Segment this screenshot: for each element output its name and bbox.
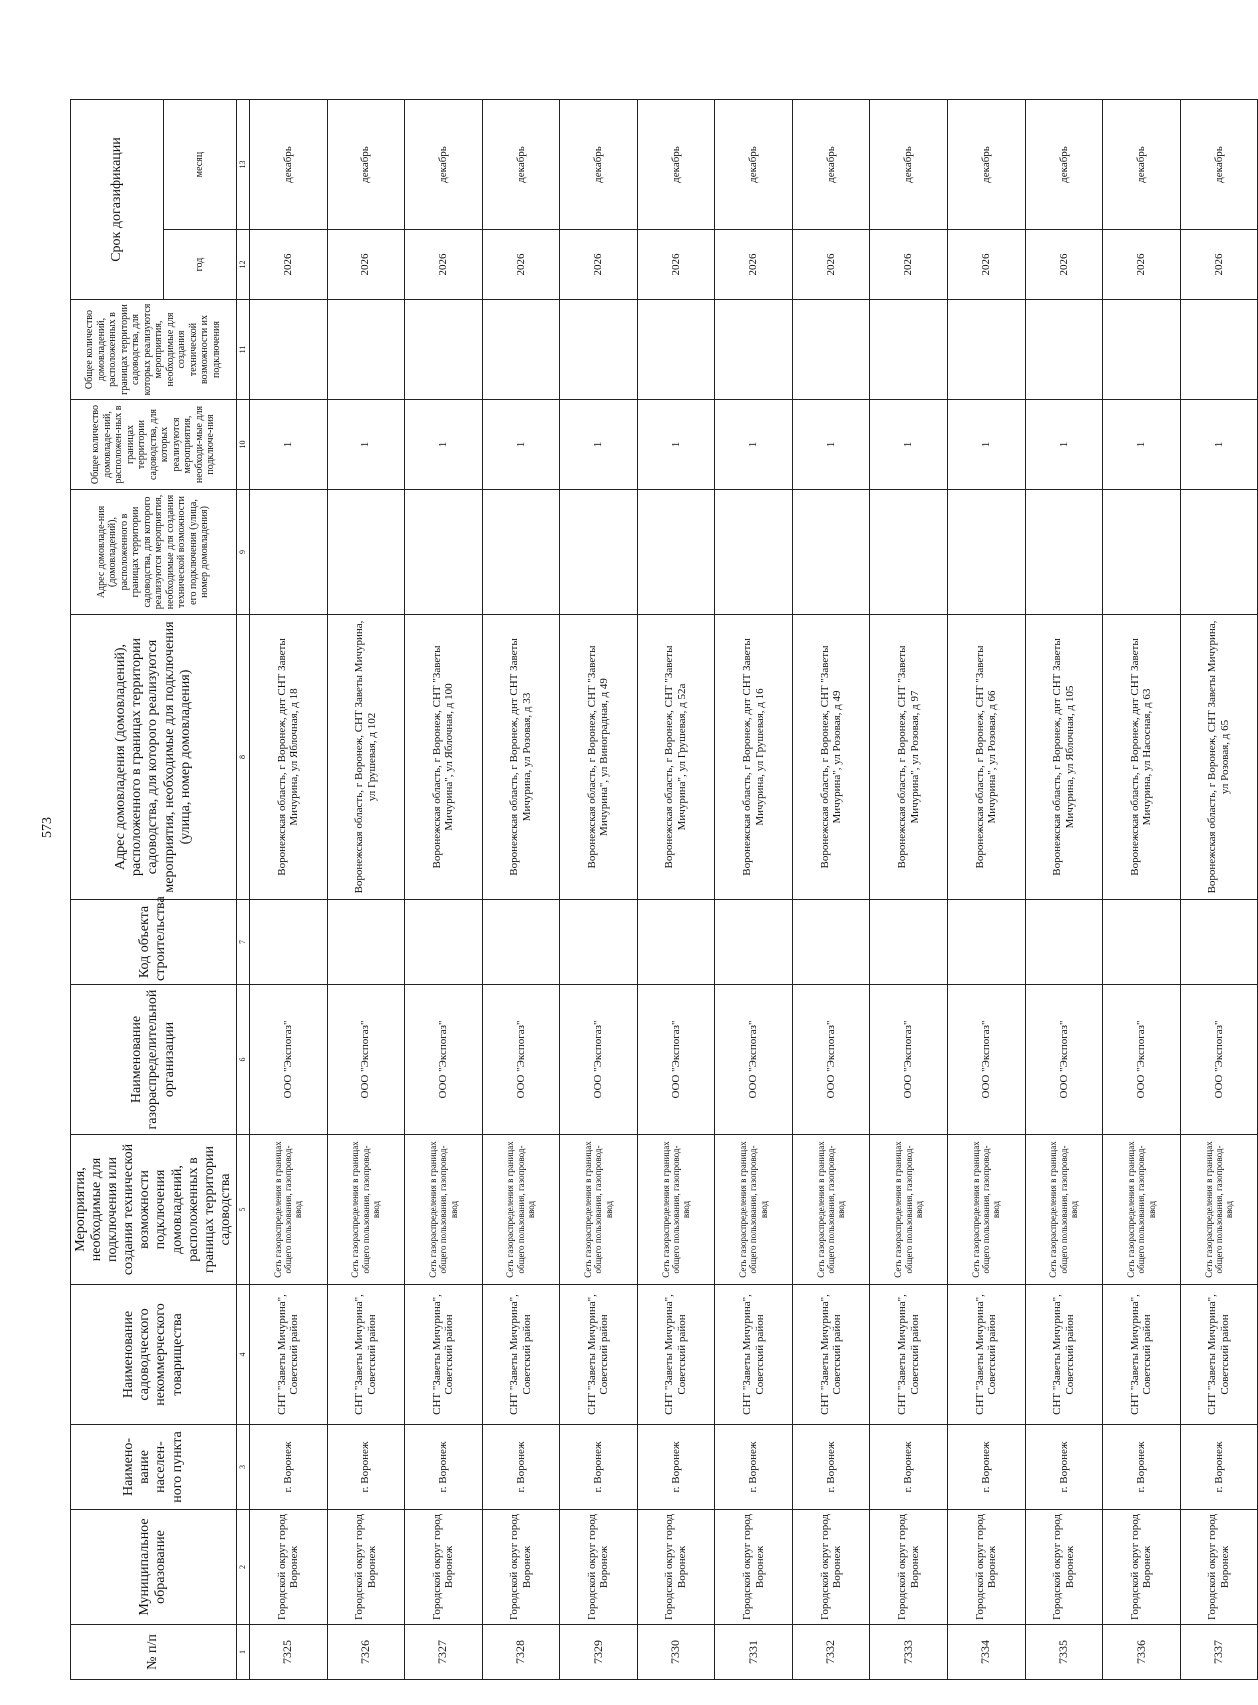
table-row: [1103, 100, 1181, 1680]
row-number: 7333: [870, 1625, 948, 1680]
tech-count-cell: [327, 300, 405, 400]
year-cell: 2026: [1025, 230, 1103, 300]
municipality-cell: Городской округ город Воронеж: [1025, 1510, 1103, 1625]
header-year: год: [164, 230, 237, 300]
header-deadline: Срок догазификации: [71, 100, 164, 300]
table-row: [870, 100, 948, 1680]
settlement-cell: г. Воронеж: [249, 1425, 327, 1510]
snt-cell: СНТ "Заветы Мичурина", Советский район: [715, 1285, 793, 1425]
count-cell: 1: [792, 400, 870, 490]
object-code-cell: [715, 900, 793, 985]
count-cell: 1: [327, 400, 405, 490]
object-code-cell: [870, 900, 948, 985]
table-row: [1025, 100, 1103, 1680]
tech-count-cell: [1025, 300, 1103, 400]
snt-cell: СНТ "Заветы Мичурина", Советский район: [1103, 1285, 1181, 1425]
tech-count-cell: [560, 300, 638, 400]
header-col-number: № п/п: [71, 1625, 237, 1680]
gas-org-cell: ООО "Экспогаз": [249, 985, 327, 1135]
tech-address-cell: [482, 490, 560, 615]
object-code-cell: [1180, 900, 1258, 985]
row-number: 7325: [249, 1625, 327, 1680]
col-number: 6: [236, 985, 249, 1135]
tech-address-cell: [792, 490, 870, 615]
measures-cell: Сеть газораспределения в границах общего пользования, газопровод-ввод: [560, 1135, 638, 1285]
tech-count-cell: [637, 300, 715, 400]
settlement-cell: г. Воронеж: [560, 1425, 638, 1510]
row-number: 7329: [560, 1625, 638, 1680]
page-number: 573: [40, 817, 55, 838]
count-cell: 1: [948, 400, 1026, 490]
col-number: 10: [236, 400, 249, 490]
year-cell: 2026: [715, 230, 793, 300]
month-cell: декабрь: [482, 100, 560, 230]
municipality-cell: Городской округ город Воронеж: [249, 1510, 327, 1625]
gasification-table: [70, 99, 1258, 1680]
col-number: 1: [236, 1625, 249, 1680]
count-cell: 1: [560, 400, 638, 490]
tech-count-cell: [1180, 300, 1258, 400]
row-number: 7336: [1103, 1625, 1181, 1680]
address-cell: Воронежская область, г Воронеж, днт СНТ Заветы Мичурина, ул Розовая, д 33: [482, 615, 560, 900]
gas-org-cell: ООО "Экспогаз": [637, 985, 715, 1135]
settlement-cell: г. Воронеж: [792, 1425, 870, 1510]
col-number: 9: [236, 490, 249, 615]
settlement-cell: г. Воронеж: [637, 1425, 715, 1510]
col-number: 12: [236, 230, 249, 300]
object-code-cell: [792, 900, 870, 985]
object-code-cell: [948, 900, 1026, 985]
gas-org-cell: ООО "Экспогаз": [327, 985, 405, 1135]
table-body: [249, 100, 1257, 1680]
address-cell: Воронежская область, г Воронеж, СНТ "Заветы Мичурина", ул Грушевая, д 52а: [637, 615, 715, 900]
address-cell: Воронежская область, г Воронеж, днт СНТ Заветы Мичурина, ул Яблочная, д 105: [1025, 615, 1103, 900]
row-number: 7337: [1180, 1625, 1258, 1680]
settlement-cell: г. Воронеж: [948, 1425, 1026, 1510]
year-cell: 2026: [405, 230, 483, 300]
header-settlement: Наимено-вание населен-ного пункта: [71, 1425, 237, 1510]
gas-org-cell: ООО "Экспогаз": [870, 985, 948, 1135]
col-number: 3: [236, 1425, 249, 1510]
month-cell: декабрь: [405, 100, 483, 230]
snt-cell: СНТ "Заветы Мичурина", Советский район: [560, 1285, 638, 1425]
address-cell: Воронежская область, г Воронеж, СНТ "Заветы Мичурина", ул Яблочная, д 100: [405, 615, 483, 900]
year-cell: 2026: [482, 230, 560, 300]
header-address-tech: Адрес домовладе-ния (домовладений), расположенного в границах территории садоводства, для которого реализуются мероприятия, необходимые для создания технической возможности его подключения (улица, номер домовладения): [71, 490, 237, 615]
tech-address-cell: [1103, 490, 1181, 615]
measures-cell: Сеть газораспределения в границах общего пользования, газопровод-ввод: [1180, 1135, 1258, 1285]
year-cell: 2026: [792, 230, 870, 300]
month-cell: декабрь: [1180, 100, 1258, 230]
year-cell: 2026: [249, 230, 327, 300]
address-cell: Воронежская область, г Воронеж, СНТ "Заветы Мичурина", ул Розовая, д 97: [870, 615, 948, 900]
measures-cell: Сеть газораспределения в границах общего пользования, газопровод-ввод: [1103, 1135, 1181, 1285]
tech-address-cell: [948, 490, 1026, 615]
address-cell: Воронежская область, г Воронеж, СНТ Заветы Мичурина, ул Грушевая, д 102: [327, 615, 405, 900]
measures-cell: Сеть газораспределения в границах общего пользования, газопровод-ввод: [405, 1135, 483, 1285]
object-code-cell: [482, 900, 560, 985]
gas-org-cell: ООО "Экспогаз": [1180, 985, 1258, 1135]
table-row: [560, 100, 638, 1680]
settlement-cell: г. Воронеж: [1180, 1425, 1258, 1510]
header-address-connection: Адрес домовладения (домовладений), расположенного в границах территории садоводства, для которого реализуются мероприятия, необходимые для подключения (улица, номер домовладения): [71, 615, 237, 900]
municipality-cell: Городской округ город Воронеж: [482, 1510, 560, 1625]
table-row: [715, 100, 793, 1680]
tech-count-cell: [482, 300, 560, 400]
month-cell: декабрь: [870, 100, 948, 230]
object-code-cell: [327, 900, 405, 985]
municipality-cell: Городской округ город Воронеж: [870, 1510, 948, 1625]
tech-address-cell: [637, 490, 715, 615]
address-cell: Воронежская область, г Воронеж, СНТ Заветы Мичурина, ул Розовая, д 65: [1180, 615, 1258, 900]
month-cell: декабрь: [637, 100, 715, 230]
municipality-cell: Городской округ город Воронеж: [560, 1510, 638, 1625]
table-row: [948, 100, 1026, 1680]
col-number: 5: [236, 1135, 249, 1285]
count-cell: 1: [1025, 400, 1103, 490]
snt-cell: СНТ "Заветы Мичурина", Советский район: [1025, 1285, 1103, 1425]
col-number: 8: [236, 615, 249, 900]
header-object-code: Код объекта строительства: [71, 900, 237, 985]
snt-cell: СНТ "Заветы Мичурина", Советский район: [870, 1285, 948, 1425]
snt-cell: СНТ "Заветы Мичурина", Советский район: [792, 1285, 870, 1425]
table-row: [1180, 100, 1258, 1680]
object-code-cell: [1103, 900, 1181, 985]
row-number: 7331: [715, 1625, 793, 1680]
snt-cell: СНТ "Заветы Мичурина", Советский район: [1180, 1285, 1258, 1425]
month-cell: декабрь: [560, 100, 638, 230]
tech-address-cell: [715, 490, 793, 615]
measures-cell: Сеть газораспределения в границах общего пользования, газопровод-ввод: [792, 1135, 870, 1285]
header-municipality: Муниципальное образование: [71, 1510, 237, 1625]
col-number: 11: [236, 300, 249, 400]
month-cell: декабрь: [1025, 100, 1103, 230]
snt-cell: СНТ "Заветы Мичурина", Советский район: [327, 1285, 405, 1425]
tech-address-cell: [249, 490, 327, 615]
row-number: 7328: [482, 1625, 560, 1680]
month-cell: декабрь: [327, 100, 405, 230]
month-cell: декабрь: [715, 100, 793, 230]
year-cell: 2026: [560, 230, 638, 300]
snt-cell: СНТ "Заветы Мичурина", Советский район: [249, 1285, 327, 1425]
municipality-cell: Городской округ город Воронеж: [948, 1510, 1026, 1625]
municipality-cell: Городской округ город Воронеж: [327, 1510, 405, 1625]
row-number: 7326: [327, 1625, 405, 1680]
settlement-cell: г. Воронеж: [405, 1425, 483, 1510]
measures-cell: Сеть газораспределения в границах общего пользования, газопровод-ввод: [249, 1135, 327, 1285]
gas-org-cell: ООО "Экспогаз": [482, 985, 560, 1135]
year-cell: 2026: [327, 230, 405, 300]
object-code-cell: [560, 900, 638, 985]
tech-address-cell: [870, 490, 948, 615]
tech-count-cell: [792, 300, 870, 400]
table-row: [482, 100, 560, 1680]
address-cell: Воронежская область, г Воронеж, днт СНТ Заветы Мичурина, ул Насосная, д 63: [1103, 615, 1181, 900]
measures-cell: Сеть газораспределения в границах общего пользования, газопровод-ввод: [870, 1135, 948, 1285]
snt-cell: СНТ "Заветы Мичурина", Советский район: [948, 1285, 1026, 1425]
row-number: 7332: [792, 1625, 870, 1680]
municipality-cell: Городской округ город Воронеж: [1180, 1510, 1258, 1625]
header-snt: Наименование садоводческого некоммерческого товарищества: [71, 1285, 237, 1425]
table-row: [792, 100, 870, 1680]
municipality-cell: Городской округ город Воронеж: [792, 1510, 870, 1625]
count-cell: 1: [637, 400, 715, 490]
settlement-cell: г. Воронеж: [715, 1425, 793, 1510]
col-number: 4: [236, 1285, 249, 1425]
row-number: 7330: [637, 1625, 715, 1680]
year-cell: 2026: [870, 230, 948, 300]
object-code-cell: [1025, 900, 1103, 985]
snt-cell: СНТ "Заветы Мичурина", Советский район: [482, 1285, 560, 1425]
gas-org-cell: ООО "Экспогаз": [405, 985, 483, 1135]
gas-org-cell: ООО "Экспогаз": [1025, 985, 1103, 1135]
gasification-table-sheet: [70, 100, 1235, 1680]
tech-address-cell: [327, 490, 405, 615]
measures-cell: Сеть газораспределения в границах общего пользования, газопровод-ввод: [1025, 1135, 1103, 1285]
table-row: [637, 100, 715, 1680]
count-cell: 1: [1103, 400, 1181, 490]
count-cell: 1: [715, 400, 793, 490]
measures-cell: Сеть газораспределения в границах общего пользования, газопровод-ввод: [715, 1135, 793, 1285]
address-cell: Воронежская область, г Воронеж, днт СНТ Заветы Мичурина, ул Грушевая, д 16: [715, 615, 793, 900]
object-code-cell: [405, 900, 483, 985]
month-cell: декабрь: [1103, 100, 1181, 230]
count-cell: 1: [1180, 400, 1258, 490]
tech-count-cell: [870, 300, 948, 400]
header-count-connection: Общее количество домовладе-ний, расположен-ных в границах территории садоводства, для которых реализуются мероприятия, необходи-мые для подключе-ния: [71, 400, 237, 490]
address-cell: Воронежская область, г Воронеж, СНТ "Заветы Мичурина", ул Виноградная, д 49: [560, 615, 638, 900]
municipality-cell: Городской округ город Воронеж: [637, 1510, 715, 1625]
month-cell: декабрь: [792, 100, 870, 230]
measures-cell: Сеть газораспределения в границах общего пользования, газопровод-ввод: [327, 1135, 405, 1285]
settlement-cell: г. Воронеж: [482, 1425, 560, 1510]
tech-count-cell: [715, 300, 793, 400]
tech-address-cell: [1180, 490, 1258, 615]
address-cell: Воронежская область, г Воронеж, СНТ "Заветы Мичурина", ул Розовая, д 66: [948, 615, 1026, 900]
object-code-cell: [249, 900, 327, 985]
table-row: [249, 100, 327, 1680]
count-cell: 1: [249, 400, 327, 490]
year-cell: 2026: [948, 230, 1026, 300]
gas-org-cell: ООО "Экспогаз": [948, 985, 1026, 1135]
municipality-cell: Городской округ город Воронеж: [1103, 1510, 1181, 1625]
tech-count-cell: [405, 300, 483, 400]
tech-address-cell: [560, 490, 638, 615]
settlement-cell: г. Воронеж: [1025, 1425, 1103, 1510]
tech-count-cell: [249, 300, 327, 400]
settlement-cell: г. Воронеж: [870, 1425, 948, 1510]
row-number: 7334: [948, 1625, 1026, 1680]
year-cell: 2026: [637, 230, 715, 300]
header-gas-org: Наименование газораспределительной организации: [71, 985, 237, 1135]
address-cell: Воронежская область, г Воронеж, днт СНТ Заветы Мичурина, ул Яблочная, д 18: [249, 615, 327, 900]
object-code-cell: [637, 900, 715, 985]
count-cell: 1: [482, 400, 560, 490]
row-number: 7327: [405, 1625, 483, 1680]
col-number: 2: [236, 1510, 249, 1625]
snt-cell: СНТ "Заветы Мичурина", Советский район: [405, 1285, 483, 1425]
settlement-cell: г. Воронеж: [327, 1425, 405, 1510]
municipality-cell: Городской округ город Воронеж: [405, 1510, 483, 1625]
measures-cell: Сеть газораспределения в границах общего пользования, газопровод-ввод: [948, 1135, 1026, 1285]
year-cell: 2026: [1180, 230, 1258, 300]
tech-address-cell: [1025, 490, 1103, 615]
tech-address-cell: [405, 490, 483, 615]
year-cell: 2026: [1103, 230, 1181, 300]
header-month: месяц: [164, 100, 237, 230]
header-count-tech: Общее количество домовладений, расположенных в границах территории садоводства, для которых реализуются мероприятия, необходимые для создания технической возможности их подключения: [71, 300, 237, 400]
month-cell: декабрь: [948, 100, 1026, 230]
gas-org-cell: ООО "Экспогаз": [1103, 985, 1181, 1135]
settlement-cell: г. Воронеж: [1103, 1425, 1181, 1510]
table-row: [327, 100, 405, 1680]
snt-cell: СНТ "Заветы Мичурина", Советский район: [637, 1285, 715, 1425]
gas-org-cell: ООО "Экспогаз": [560, 985, 638, 1135]
table-row: [405, 100, 483, 1680]
measures-cell: Сеть газораспределения в границах общего пользования, газопровод-ввод: [482, 1135, 560, 1285]
month-cell: декабрь: [249, 100, 327, 230]
tech-count-cell: [948, 300, 1026, 400]
measures-cell: Сеть газораспределения в границах общего пользования, газопровод-ввод: [637, 1135, 715, 1285]
col-number: 7: [236, 900, 249, 985]
tech-count-cell: [1103, 300, 1181, 400]
gas-org-cell: ООО "Экспогаз": [792, 985, 870, 1135]
count-cell: 1: [405, 400, 483, 490]
address-cell: Воронежская область, г Воронеж, СНТ "Заветы Мичурина", ул Розовая, д 49: [792, 615, 870, 900]
municipality-cell: Городской округ город Воронеж: [715, 1510, 793, 1625]
row-number: 7335: [1025, 1625, 1103, 1680]
header-measures: Мероприятия, необходимые для подключения или создания технической возможности подключения домовладений, расположенных в границах территории садоводства: [71, 1135, 237, 1285]
gas-org-cell: ООО "Экспогаз": [715, 985, 793, 1135]
count-cell: 1: [870, 400, 948, 490]
col-number: 13: [236, 100, 249, 230]
